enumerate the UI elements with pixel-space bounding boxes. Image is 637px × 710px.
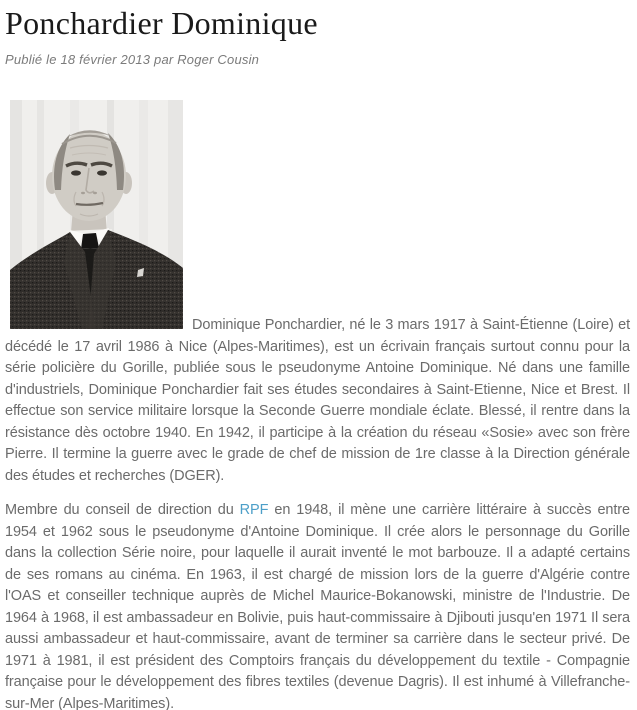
page-title: Ponchardier Dominique: [5, 5, 318, 41]
rpf-link[interactable]: RPF: [239, 502, 269, 518]
portrait-photo: [10, 100, 183, 329]
paragraph-2-text-before: Membre du conseil de direction du: [5, 502, 240, 518]
article-body: [5, 100, 630, 710]
paragraph-1-text: Dominique Ponchardier, né le 3 mars 1917 à Saint-Étienne (Loire) et décédé le 17 avril 1986 à Nice (Alpes-Maritimes), est un écrivain français surtout connu pour la série policière du Gorille, publiée sous le pseudonyme Antoine Dominique. Né dans une famille d'industriels, Dominique Ponchardier fait ses études secondaires à Saint-Etienne, Nice et Brest. Il effectue son service militaire lorsque la Seconde Guerre mondiale éclate. Blessé, il rentre dans la résistance dès octobre 1940. En 1942, il participe à la création du réseau «Sosie» avec son frère Pierre. Il termine la guerre avec le grade de chef de mission de 1re classe à la Direction générale des études et recherches (DGER).: [5, 317, 630, 484]
paragraph-2: [5, 500, 630, 710]
paragraph-1: [5, 100, 630, 487]
paragraph-2-text-after: en 1948, il mène une carrière littéraire à succès entre 1954 et 1962 sous le pseudonyme d'Antoine Dominique. Il crée alors le personnage du Gorille dans la collection Série noire, pour laquelle il aurait inventé le mot barbouze. Il a adapté certains de ses romans au cinéma. En 1963, il est chargé de mission lors de la guerre d'Algérie contre l'OAS et conseiller technique auprès de Michel Maurice-Bokanowski, ministre de l'Industrie. De 1964 à 1968, il est ambassadeur en Bolivie, puis haut-commissaire à Djibouti jusqu'en 1971 Il sera aussi ambassadeur et haut-commissaire, avant de terminer sa carrière dans le secteur privé. De 1971 à 1981, il est président des Comptoirs français du développement du textile - Compagnie française pour le développement des fibres textiles (devenue Dagris). Il est inhumé à Villefranche-sur-Mer (Alpes-Maritimes).: [5, 502, 630, 710]
byline: Publié le 18 février 2013 par Roger Cousin: [5, 52, 260, 67]
